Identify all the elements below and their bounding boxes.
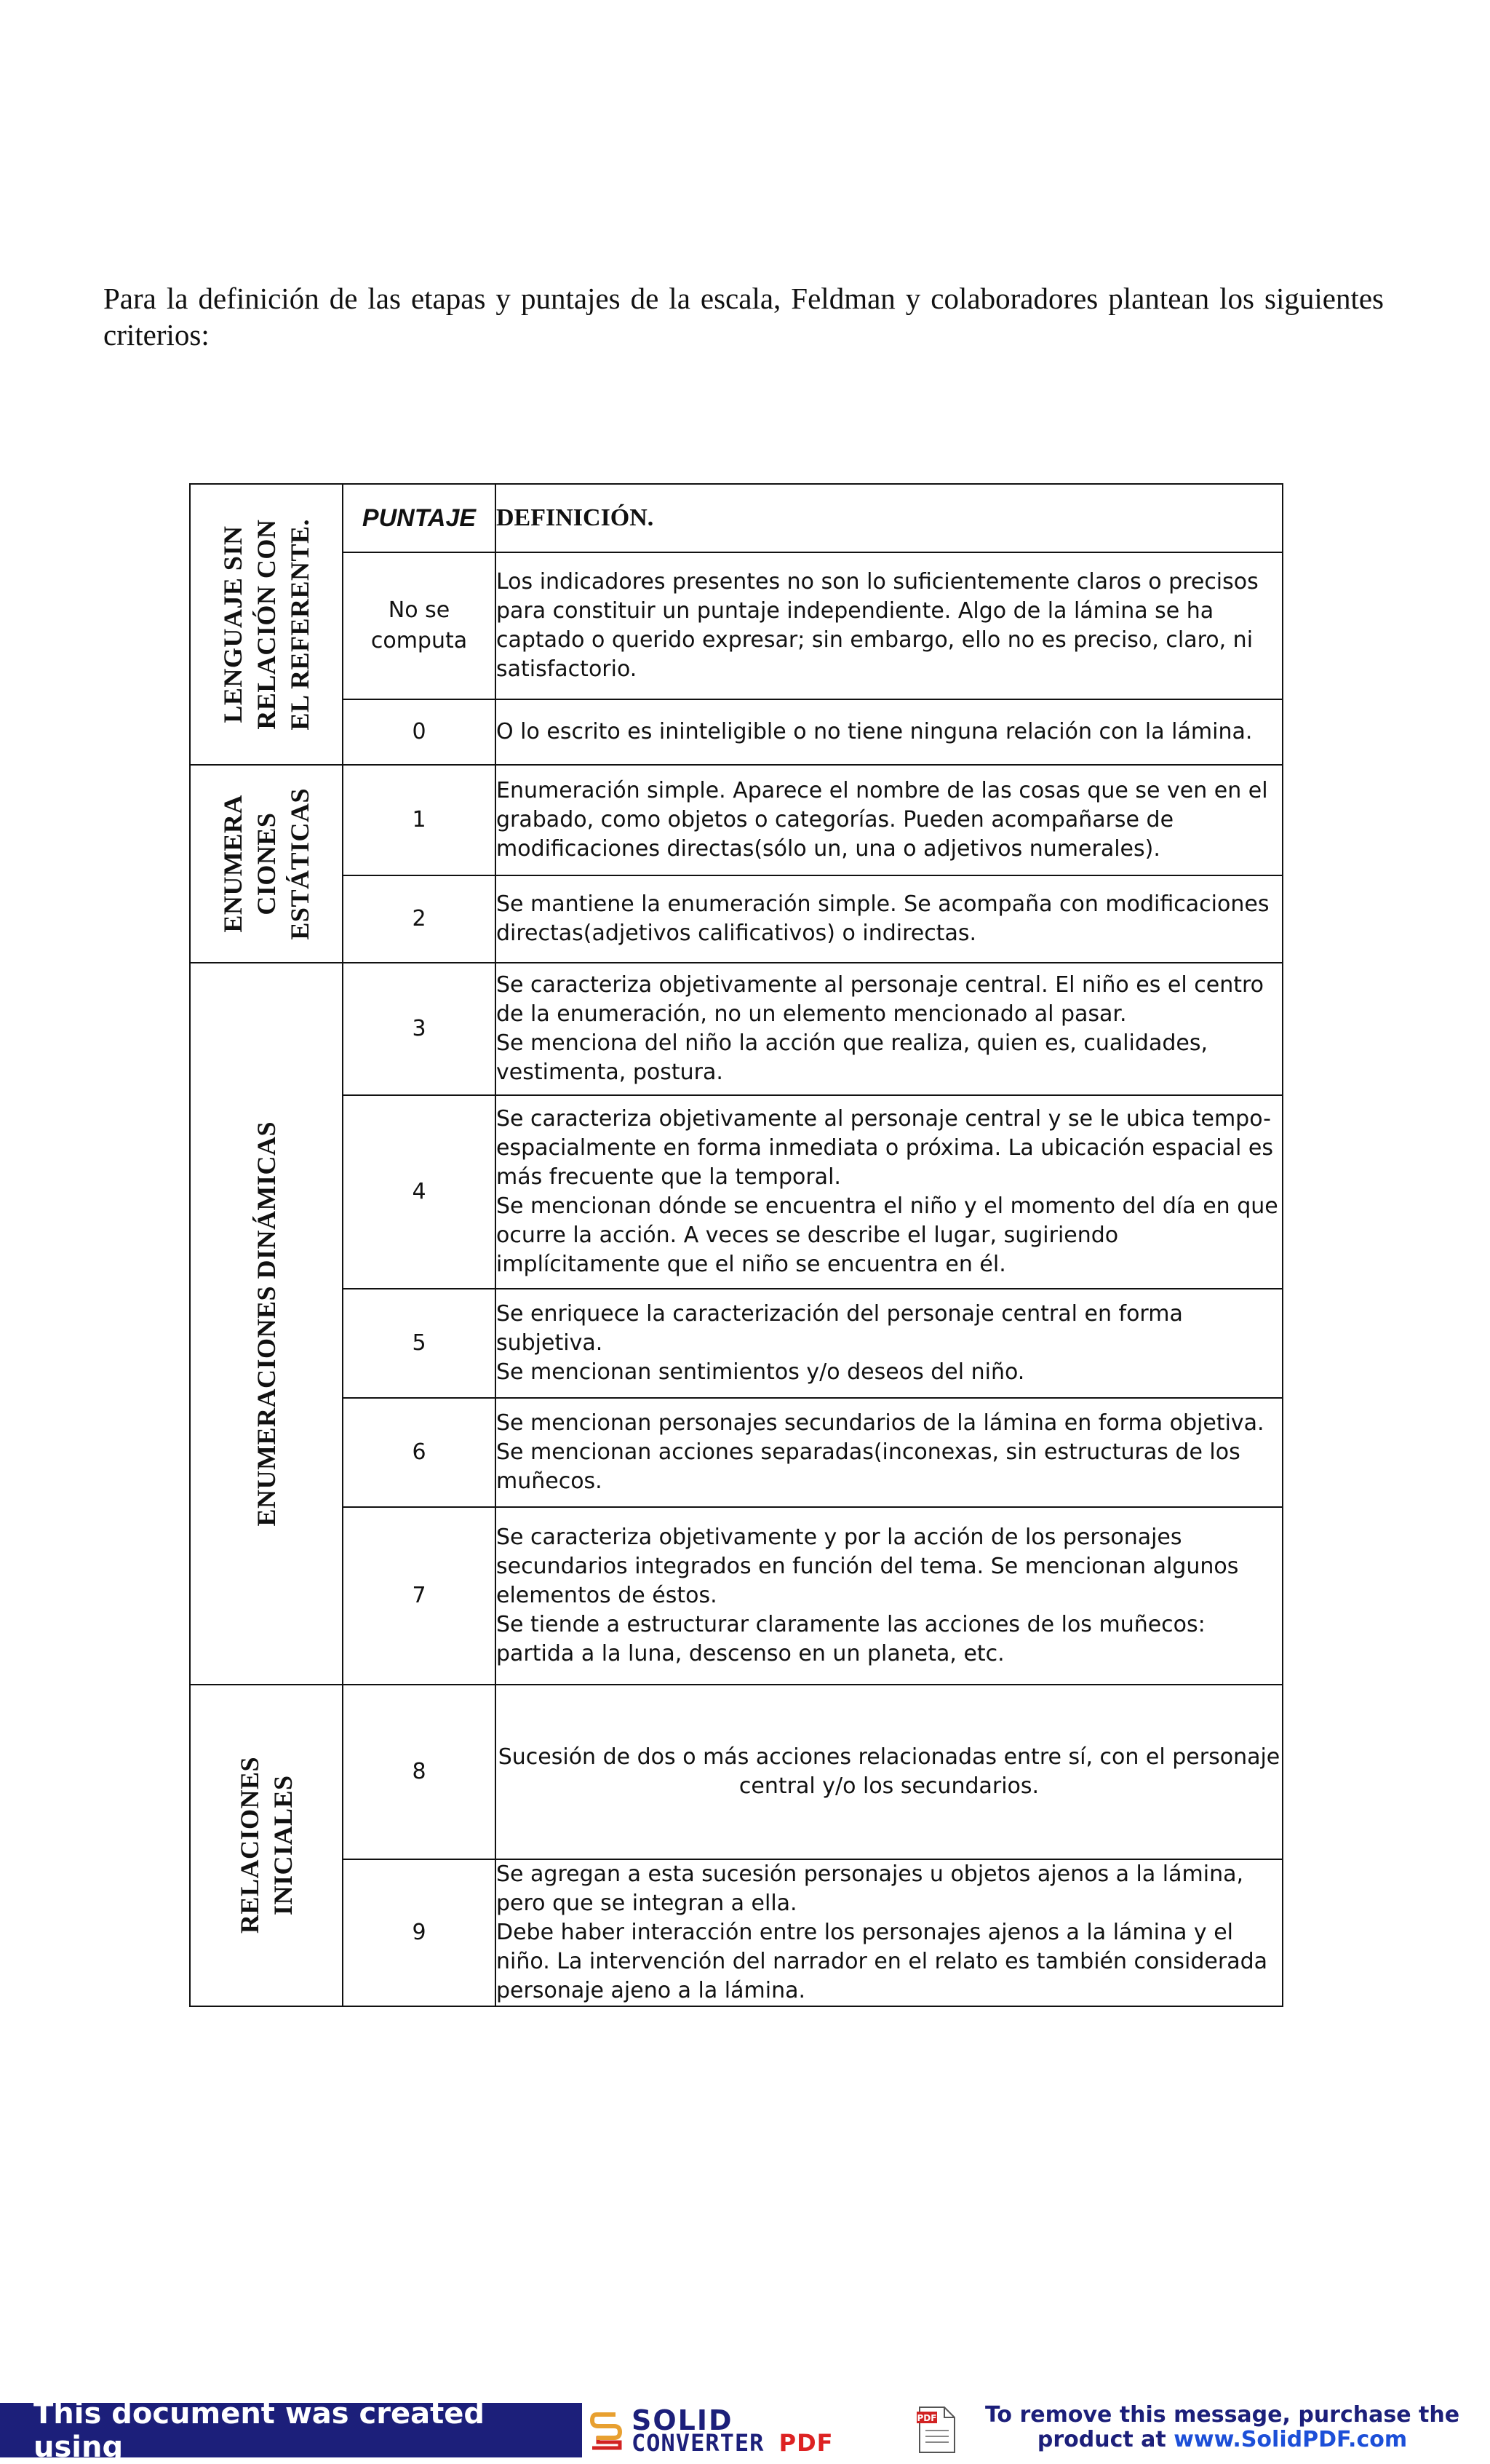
table-row: [190, 699, 1283, 765]
stage-label: ENUMERACIONES DINÁMICAS: [252, 1121, 281, 1527]
definition-cell: Se agregan a esta sucesión personajes u objetos ajenos a la lámina, pero que se integran a ella. Debe haber interacción entre los personajes ajenos a la lámina y el niño. La intervención del narrador en el relato es también considerada personaje ajeno a la lámina.: [495, 1859, 1283, 2006]
header-score: PUNTAJE: [343, 484, 495, 552]
logo-converter-word: CONVERTER: [632, 2429, 765, 2457]
definition-cell: O lo escrito es ininteligible o no tiene ninguna relación con la lámina.: [495, 699, 1283, 765]
score-cell: 5: [343, 1289, 495, 1398]
score-cell: No se computa: [343, 552, 495, 699]
solid-logo-icon: [586, 2407, 626, 2454]
table-row: [190, 1507, 1283, 1685]
score-cell: 9: [343, 1859, 495, 2006]
table-row: [190, 1685, 1283, 1859]
pdf-document-icon: [915, 2404, 957, 2459]
banner-product-prefix: product at: [1037, 2427, 1174, 2452]
stage-cell-relaciones: [190, 1685, 343, 2006]
stage-label: LENGUAJE SIN RELACIÓN CON EL REFERENTE.: [218, 518, 314, 731]
stage-label: RELACIONES INICIALES: [235, 1757, 298, 1934]
banner-purchase-line: To remove this message, purchase the: [984, 2402, 1460, 2428]
table-row: [190, 1859, 1283, 2006]
table-row: [190, 1289, 1283, 1398]
score-cell: 2: [343, 875, 495, 963]
definition-cell: Se mencionan personajes secundarios de la lámina en forma objetiva. Se mencionan acciones separadas(inconexas, sin estructuras de los muñecos.: [495, 1398, 1283, 1507]
intro-paragraph: Para la definición de las etapas y puntajes de la escala, Feldman y colaboradores plantean los siguientes criterios:: [103, 282, 1384, 351]
score-cell: 0: [343, 699, 495, 765]
definition-cell: Se caracteriza objetivamente al personaje central y se le ubica tempo- espacialmente en forma inmediata o próxima. La ubicación espacial es más frecuente que la temporal. Se mencionan dónde se encuentra el niño y el momento del día en que ocurre la acción. A veces se describe el lugar, sugiriendo implícitamente que el niño se encuentra en él.: [495, 1095, 1283, 1289]
definition-cell: Los indicadores presentes no son lo suficientemente claros o precisos para constituir un puntaje independiente. Algo de la lámina se ha captado o querido expresar; sin embargo, ello no es preciso, claro, ni satisfactorio.: [495, 552, 1283, 699]
logo-converter-text: [632, 2429, 834, 2457]
criteria-table: [189, 483, 1283, 2007]
stage-label: ENUMERA CIONES ESTÁTICAS: [218, 787, 314, 940]
definition-cell: Se caracteriza objetivamente al personaje central. El niño es el centro de la enumeración, no un elemento mencionado al pasar. Se menciona del niño la acción que realiza, quien es, cualidades, vestimenta, postura.: [495, 963, 1283, 1095]
header-definition: DEFINICIÓN.: [495, 484, 1283, 552]
stage-cell-dinamicas: [190, 963, 343, 1685]
table-row: [190, 765, 1283, 875]
definition-cell: Enumeración simple. Aparece el nombre de las cosas que se ven en el grabado, como objetos o categorías. Pueden acompañarse de modificaciones directas(sólo un, una o adjetivos numerales).: [495, 765, 1283, 875]
stage-cell-lenguaje: [190, 484, 343, 765]
score-cell: 1: [343, 765, 495, 875]
score-cell: 3: [343, 963, 495, 1095]
table-row: [190, 875, 1283, 963]
definition-cell: Se mantiene la enumeración simple. Se acompaña con modificaciones directas(adjetivos calificativos) o indirectas.: [495, 875, 1283, 963]
score-cell: 7: [343, 1507, 495, 1685]
banner-right-text: [960, 2403, 1484, 2457]
banner-left-text: This document was created using: [0, 2403, 582, 2457]
table-header-row: [190, 484, 1283, 552]
solid-converter-logo: [586, 2403, 925, 2457]
solidpdf-link[interactable]: www.SolidPDF.com: [1174, 2427, 1408, 2452]
banner-product-line: [960, 2428, 1484, 2452]
logo-pdf-text: PDF: [778, 2429, 834, 2457]
stage-cell-estaticas: [190, 765, 343, 963]
definition-cell: Se enriquece la caracterización del personaje central en forma subjetiva. Se mencionan sentimientos y/o deseos del niño.: [495, 1289, 1283, 1398]
score-cell: 8: [343, 1685, 495, 1859]
logo-solid-text: SOLID: [632, 2404, 733, 2436]
table-row: [190, 552, 1283, 699]
table-row: [190, 963, 1283, 1095]
score-cell: 4: [343, 1095, 495, 1289]
score-cell: 6: [343, 1398, 495, 1507]
definition-cell: Se caracteriza objetivamente y por la acción de los personajes secundarios integrados en función del tema. Se mencionan algunos elementos de éstos. Se tiende a estructurar claramente las acciones de los muñecos: partida a la luna, descenso en un planeta, etc.: [495, 1507, 1283, 1685]
definition-cell: Sucesión de dos o más acciones relacionadas entre sí, con el personaje central y/o los secundarios.: [495, 1685, 1283, 1859]
svg-text:PDF: PDF: [917, 2413, 937, 2423]
table-row: [190, 1095, 1283, 1289]
watermark-banner: [0, 2396, 1490, 2464]
table-row: [190, 1398, 1283, 1507]
